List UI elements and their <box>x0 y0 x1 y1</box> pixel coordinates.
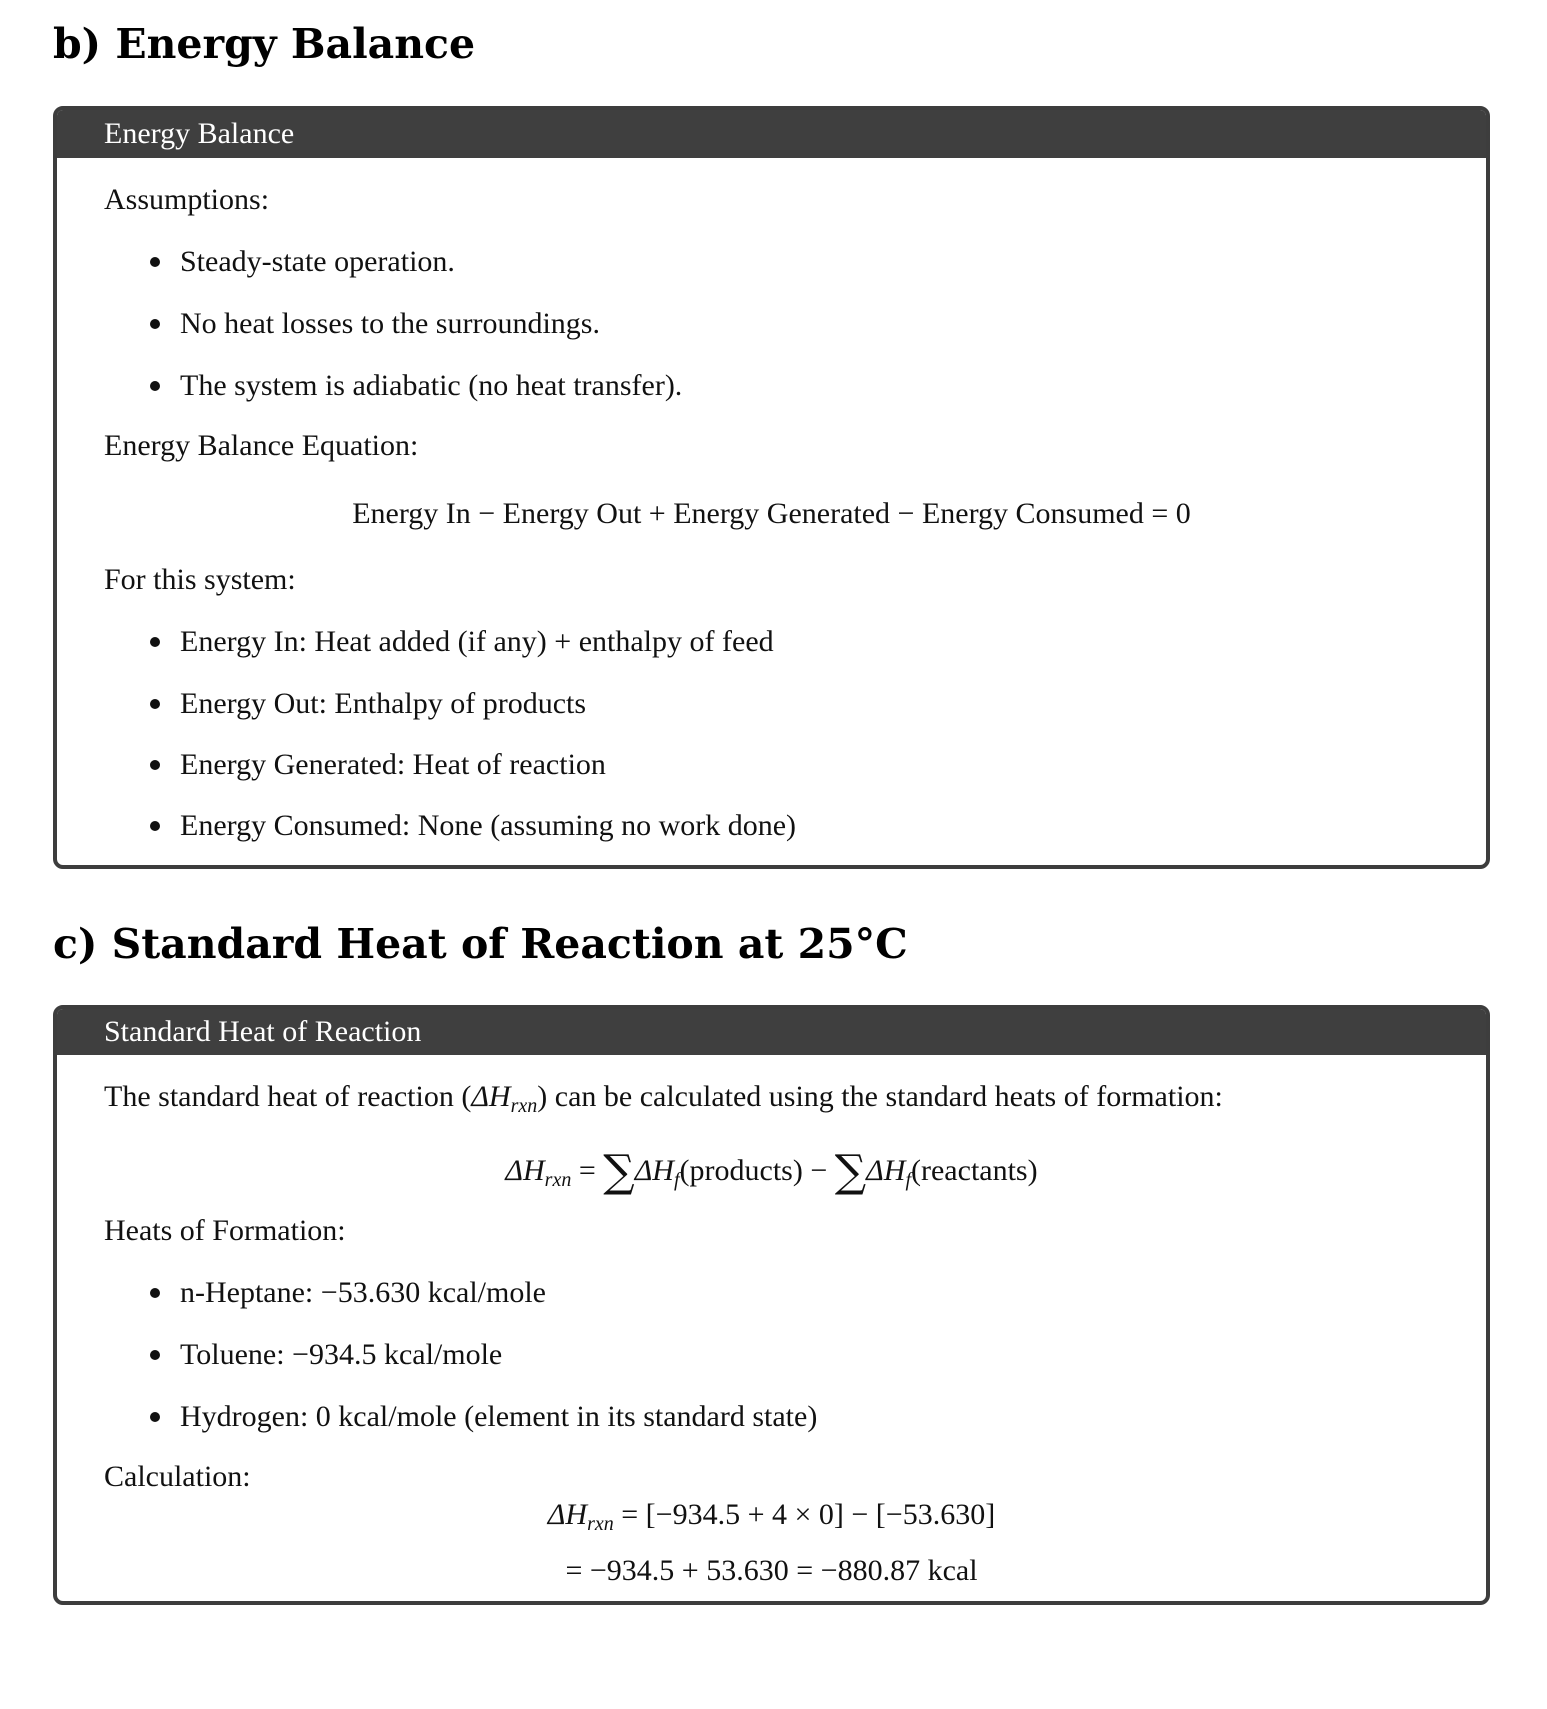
sum-icon: ∑ <box>834 1146 867 1197</box>
calc-line-1: $\Delta H_{rxn} = [-934.5 + 4 \times 0] - [-53.630]$ <box>547 1498 996 1535</box>
intro-text: The standard heat of reaction $(\Delta H_{rxn})$ can be calculated using the standard heats of formation: <box>104 1080 1223 1117</box>
calc-line-2: = −934.5 + 53.630 = −880.87 kcal <box>565 1554 978 1587</box>
list-item: Steady-state operation. <box>150 244 455 280</box>
heat-of-reaction-formula: $\Delta H_{rxn}$ = $\sum\Delta H_f(products)$ − $\sum\Delta H_f(reactants)$ <box>505 1146 1038 1197</box>
box-title: Standard Heat of Reaction <box>57 1009 1486 1055</box>
box-title: Energy Balance <box>57 110 1486 158</box>
bullet-icon <box>150 699 160 709</box>
energy-balance-equation: Energy In − Energy Out + Energy Generated − Energy Consumed = 0 <box>352 497 1191 530</box>
list-item: Hydrogen: 0 kcal/mole (element in its standard state) <box>150 1399 817 1435</box>
equation-label: Energy Balance Equation: <box>104 429 419 462</box>
sum-icon: ∑ <box>603 1146 635 1197</box>
bullet-icon <box>150 1350 160 1360</box>
list-item: n-Heptane: −53.630 kcal/mole <box>150 1275 546 1311</box>
section-heading-energy-balance: b) Energy Balance <box>53 20 476 68</box>
bullet-icon <box>150 1288 160 1298</box>
energy-balance-box <box>53 106 1490 869</box>
list-item: Energy Consumed: None (assuming no work done) <box>150 808 796 844</box>
bullet-icon <box>150 319 160 329</box>
calc-label: Calculation: <box>104 1460 251 1493</box>
list-item: Energy Generated: Heat of reaction <box>150 747 606 783</box>
list-item: Toluene: −934.5 kcal/mole <box>150 1337 502 1373</box>
list-item: Energy In: Heat added (if any) + enthalpy of feed <box>150 624 774 660</box>
list-item: The system is adiabatic (no heat transfer). <box>150 368 682 404</box>
bullet-icon <box>150 821 160 831</box>
bullet-icon <box>150 381 160 391</box>
bullet-icon <box>150 257 160 267</box>
bullet-icon <box>150 637 160 647</box>
bullet-icon <box>150 1412 160 1422</box>
standard-heat-box <box>53 1005 1490 1605</box>
section-heading-standard-heat: c) Standard Heat of Reaction at 25°C <box>53 920 908 968</box>
list-item: No heat losses to the surroundings. <box>150 306 600 342</box>
system-label: For this system: <box>104 563 296 596</box>
heats-label: Heats of Formation: <box>104 1214 346 1247</box>
assumptions-label: Assumptions: <box>104 183 270 216</box>
bullet-icon <box>150 760 160 770</box>
list-item: Energy Out: Enthalpy of products <box>150 686 586 722</box>
